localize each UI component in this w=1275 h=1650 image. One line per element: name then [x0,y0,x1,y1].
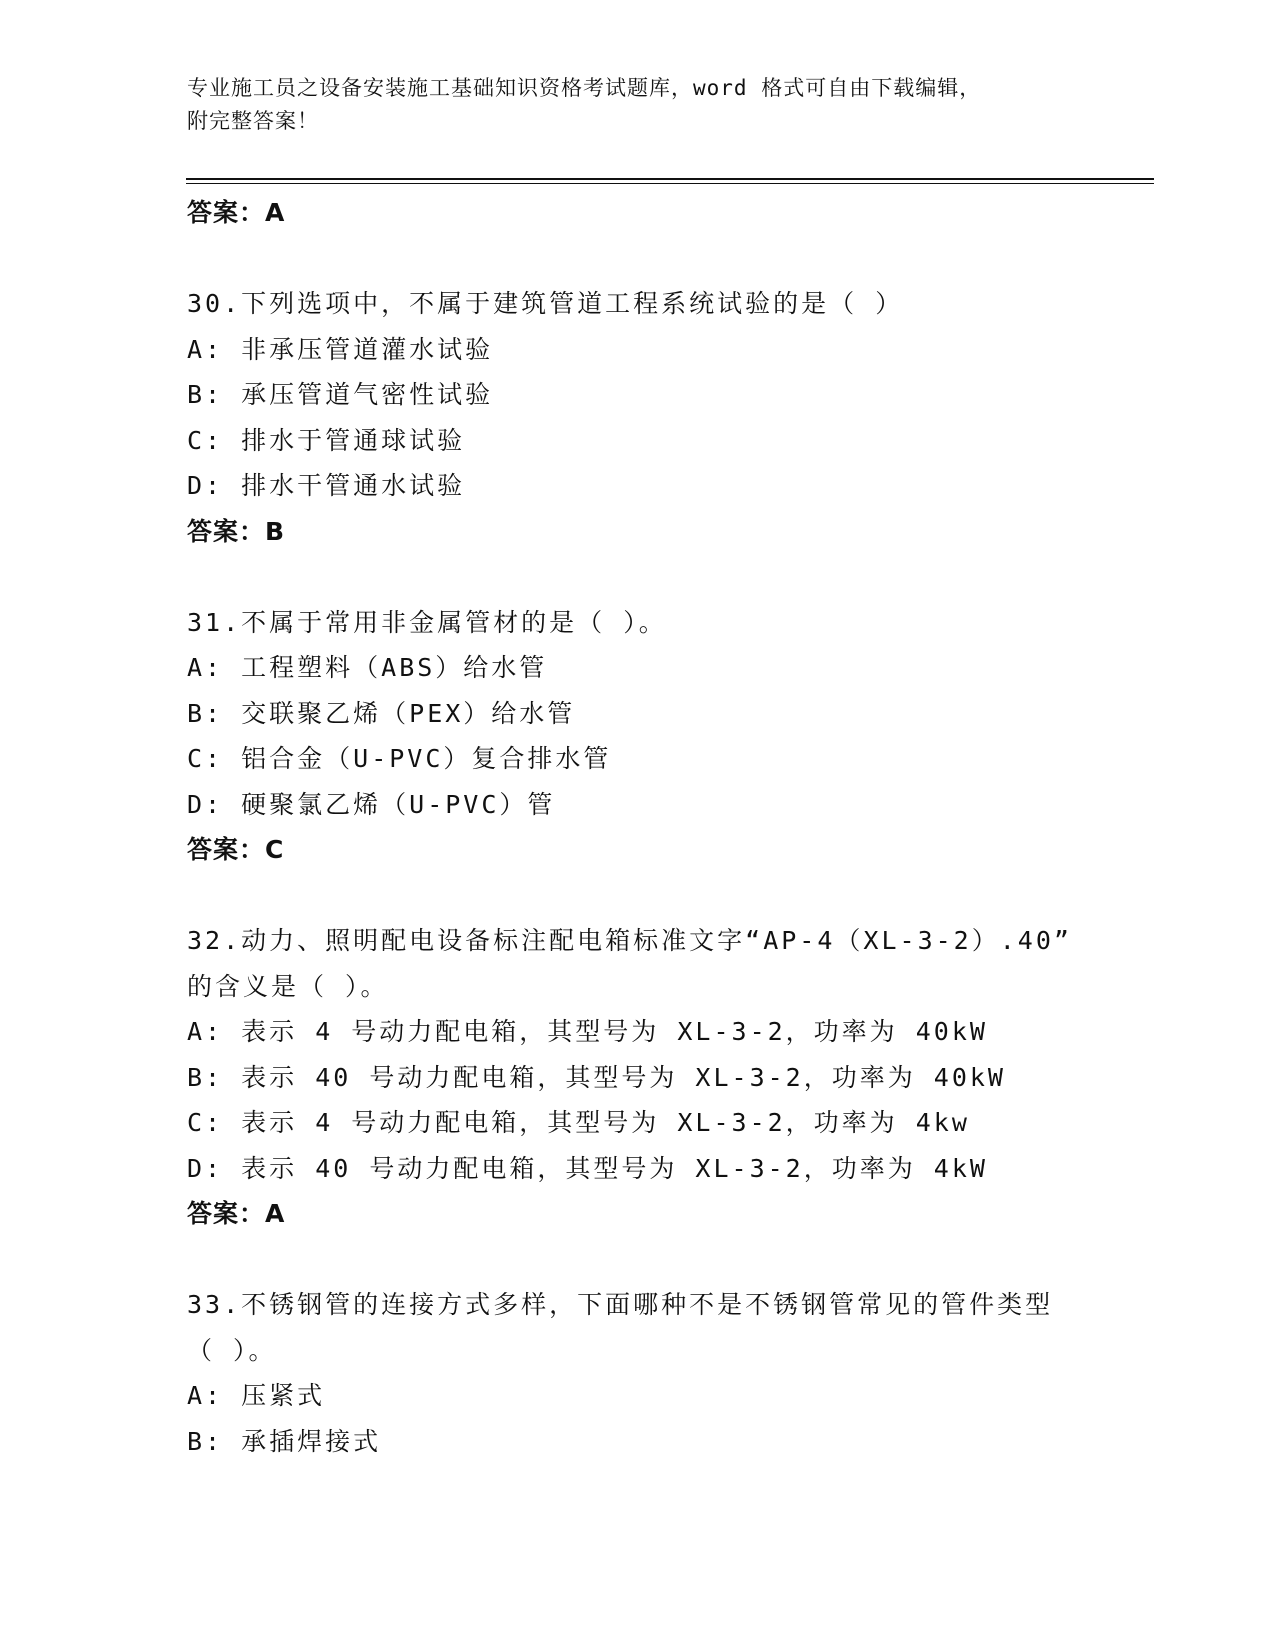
spacer [187,873,1137,919]
spacer [187,554,1137,600]
question-text: 30.下列选项中，不属于建筑管道工程系统试验的是（ ） [187,289,904,318]
spacer [187,1237,1137,1283]
question-31 [187,600,1137,873]
option-c: C: 铝合金（U-PVC）复合排水管 [187,744,612,773]
option-b: B: 承插焊接式 [187,1426,382,1456]
option-d: D: 硬聚氯乙烯（U-PVC）管 [187,789,556,819]
option-b: B: 承压管道气密性试验 [187,380,494,409]
question-text: 32.动力、照明配电设备标注配电箱标准文字“AP-4（XL-3-2）.40” [187,926,1072,955]
option-c: C: 表示 4 号动力配电箱，其型号为 XL-3-2，功率为 4kw [187,1108,970,1137]
option-b: B: 交联聚乙烯（PEX）给水管 [187,698,576,728]
answer-line: 答案：A [187,198,286,227]
question-text-continued: （ ）。 [187,1335,277,1365]
question-text: 31.不属于常用非金属管材的是（ ）。 [187,607,667,637]
document-header [187,72,1087,138]
question-text: 33.不锈钢管的连接方式多样，下面哪种不是不锈钢管常见的管件类型 [187,1290,1054,1319]
header-divider-thick [186,178,1154,180]
spacer [187,236,1137,282]
answer-line: 答案：A [187,1199,286,1228]
header-line-2: 附完整答案！ [187,109,319,133]
option-c: C: 排水于管通球试验 [187,425,466,455]
answer-line: 答案：B [187,516,286,546]
option-a: A: 工程塑料（ABS）给水管 [187,653,548,682]
header-line-1: 专业施工员之设备安装施工基础知识资格考试题库，word 格式可自由下载编辑， [187,76,982,100]
option-b: B: 表示 40 号动力配电箱，其型号为 XL-3-2，功率为 40kW [187,1062,1006,1092]
option-a: A: 压紧式 [187,1381,326,1410]
question-30 [187,281,1137,554]
option-d: D: 表示 40 号动力配电箱，其型号为 XL-3-2，功率为 4kW [187,1153,988,1183]
question-33 [187,1282,1137,1464]
question-text-continued: 的含义是（ ）。 [187,971,389,1001]
document-body [187,190,1137,1464]
option-d: D: 排水干管通水试验 [187,471,466,500]
option-a: A: 非承压管道灌水试验 [187,334,494,364]
answer-line: 答案：C [187,835,285,864]
header-divider-thin [186,183,1154,184]
question-32 [187,918,1137,1237]
option-a: A: 表示 4 号动力配电箱，其型号为 XL-3-2，功率为 40kW [187,1017,988,1046]
